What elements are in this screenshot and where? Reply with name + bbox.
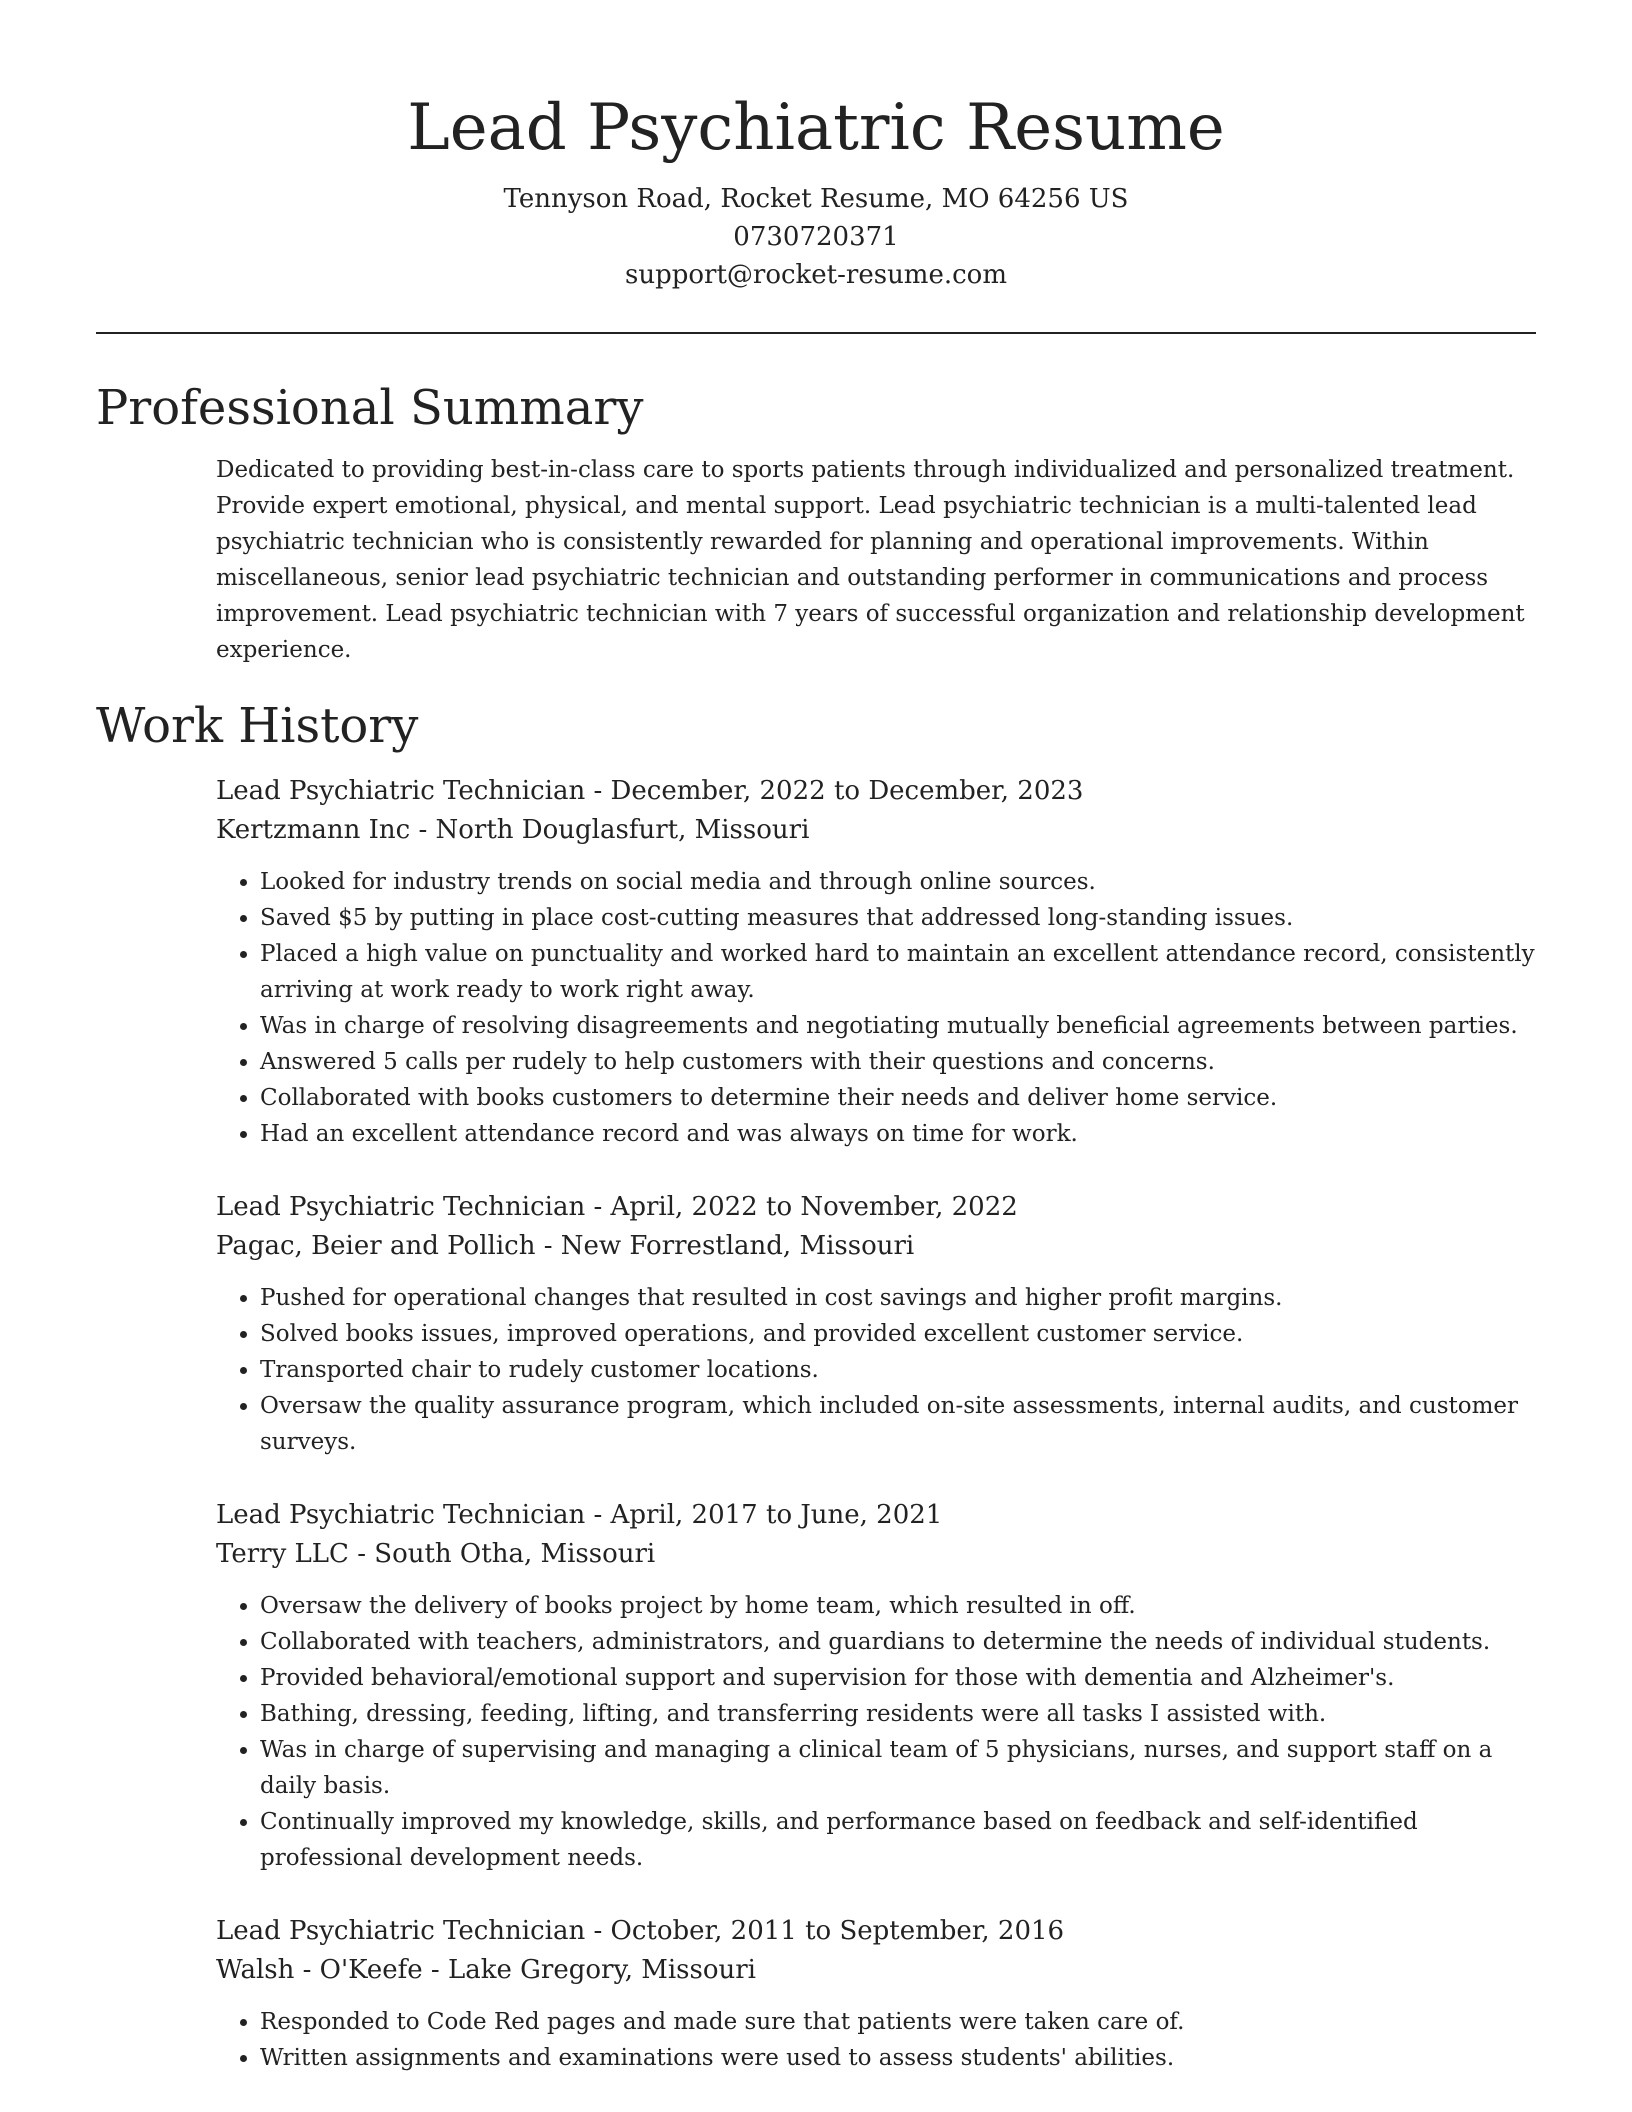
job-dates: - December, 2022 to December, 2023	[585, 776, 1084, 806]
job-company: Kertzmann Inc	[216, 815, 411, 845]
job-company-line	[216, 1534, 1536, 1574]
job-bullets	[216, 1280, 1536, 1460]
job-bullet: • Bathing, dressing, feeding, lifting, and transferring residents were all tasks I assisted with.	[260, 1696, 1536, 1732]
job-bullets	[216, 1588, 1536, 1876]
job-title-line	[216, 772, 1536, 810]
job-title: Lead Psychiatric Technician	[216, 776, 586, 806]
job-entry	[216, 772, 1536, 1152]
job-bullet: • Collaborated with teachers, administrators, and guardians to determine the needs of individual students.	[260, 1624, 1536, 1660]
job-entry	[216, 1496, 1536, 1876]
job-bullet: • Provided behavioral/emotional support and supervision for those with dementia and Alzheimer's.	[260, 1660, 1536, 1696]
job-bullet: • Continually improved my knowledge, skills, and performance based on feedback and self-identified professional development needs.	[260, 1804, 1536, 1876]
job-bullet: • Transported chair to rudely customer locations.	[260, 1352, 1536, 1388]
job-bullet: • Was in charge of resolving disagreements and negotiating mutually beneficial agreements between parties.	[260, 1008, 1536, 1044]
job-entry	[216, 1912, 1536, 2076]
job-bullet: • Had an excellent attendance record and was always on time for work.	[260, 1116, 1536, 1152]
job-bullet: • Saved $5 by putting in place cost-cutting measures that addressed long-standing issues.	[260, 900, 1536, 936]
job-bullet: • Pushed for operational changes that resulted in cost savings and higher profit margins.	[260, 1280, 1536, 1316]
job-title: Lead Psychiatric Technician	[216, 1500, 586, 1530]
job-bullet: • Collaborated with books customers to determine their needs and deliver home service.	[260, 1080, 1536, 1116]
contact-block	[96, 180, 1536, 294]
header-divider	[96, 332, 1536, 334]
contact-email: support@rocket-resume.com	[624, 260, 1007, 290]
work-history-heading: Work History	[96, 698, 419, 754]
job-bullet: • Oversaw the quality assurance program, which included on-site assessments, internal audits, and customer surveys.	[260, 1388, 1536, 1460]
job-location: - North Douglasfurt, Missouri	[410, 815, 810, 845]
job-bullet: • Answered 5 calls per rudely to help customers with their questions and concerns.	[260, 1044, 1536, 1080]
job-bullet: • Written assignments and examinations were used to assess students' abilities.	[260, 2040, 1536, 2076]
job-bullet: • Solved books issues, improved operations, and provided excellent customer service.	[260, 1316, 1536, 1352]
job-bullet: • Looked for industry trends on social media and through online sources.	[260, 864, 1536, 900]
job-entry	[216, 1188, 1536, 1460]
job-bullet: • Responded to Code Red pages and made sure that patients were taken care of.	[260, 2004, 1536, 2040]
summary-heading: Professional Summary	[96, 380, 644, 436]
resume-title: Lead Psychiatric Resume	[407, 91, 1225, 165]
job-location: - Lake Gregory, Missouri	[422, 1955, 756, 1985]
job-bullets	[216, 2004, 1536, 2076]
job-bullet: • Placed a high value on punctuality and worked hard to maintain an excellent attendance record, consistently arriving at work ready to work right away.	[260, 936, 1536, 1008]
job-location: - South Otha, Missouri	[348, 1539, 656, 1569]
job-company-line	[216, 1226, 1536, 1266]
job-title: Lead Psychiatric Technician	[216, 1192, 586, 1222]
job-company: Walsh - O'Keefe	[216, 1955, 423, 1985]
job-bullet: • Oversaw the delivery of books project by home team, which resulted in off.	[260, 1588, 1536, 1624]
job-dates: - April, 2017 to June, 2021	[585, 1500, 943, 1530]
job-dates: - October, 2011 to September, 2016	[585, 1916, 1065, 1946]
contact-address: Tennyson Road, Rocket Resume, MO 64256 US	[503, 184, 1129, 214]
job-company: Pagac, Beier and Pollich	[216, 1231, 536, 1261]
contact-phone: 0730720371	[733, 222, 899, 252]
job-title: Lead Psychiatric Technician	[216, 1916, 586, 1946]
job-company-line	[216, 810, 1536, 850]
job-title-line	[216, 1188, 1536, 1226]
job-dates: - April, 2022 to November, 2022	[585, 1192, 1018, 1222]
job-bullets	[216, 864, 1536, 1152]
summary-text: Dedicated to providing best-in-class care to sports patients through individualized and personalized treatment. Provide expert emotional, physical, and mental support. Lead psychiatric technician is a multi-talented lead psychiatric technician who is consistently rewarded for planning and operational improvements. Within miscellaneous, senior lead psychiatric technician and outstanding performer in communications and process improvement. Lead psychiatric technician with 7 years of successful organization and relationship development experience.	[216, 457, 1525, 663]
job-location: - New Forrestland, Missouri	[535, 1231, 915, 1261]
job-title-line	[216, 1496, 1536, 1534]
job-company-line	[216, 1950, 1536, 1990]
job-company: Terry LLC	[216, 1539, 349, 1569]
job-bullet: • Was in charge of supervising and managing a clinical team of 5 physicians, nurses, and support staff on a daily basis.	[260, 1732, 1536, 1804]
resume-page	[96, 0, 1536, 2076]
job-title-line	[216, 1912, 1536, 1950]
